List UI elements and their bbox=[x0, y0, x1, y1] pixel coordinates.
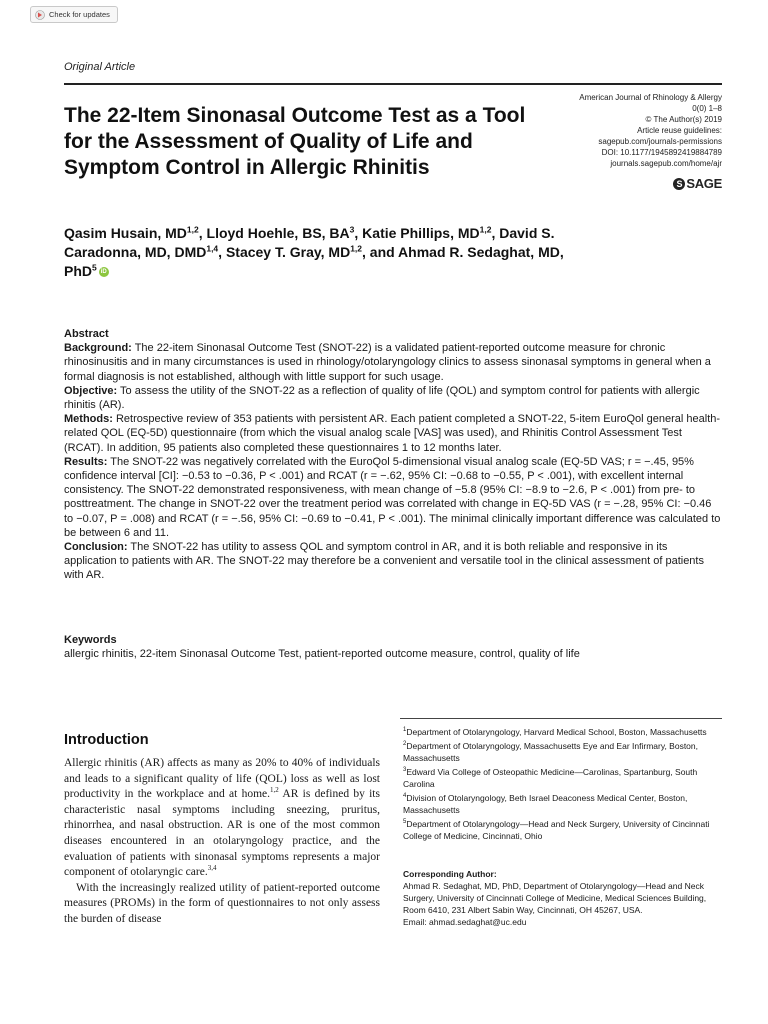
author-name: , Lloyd Hoehle, BS, BA bbox=[198, 225, 350, 241]
author-name: Qasim Husain, MD bbox=[64, 225, 187, 241]
citation[interactable]: 1,2 bbox=[270, 786, 279, 795]
affiliation-item bbox=[403, 766, 723, 790]
section-label: Methods: bbox=[64, 413, 113, 426]
affiliation-item bbox=[403, 726, 723, 738]
orcid-icon[interactable]: iD bbox=[100, 269, 107, 276]
section-label: Conclusion: bbox=[64, 541, 128, 554]
journal-home-link[interactable]: journals.sagepub.com/home/ajr bbox=[610, 159, 722, 168]
reuse-label: Article reuse guidelines: bbox=[637, 126, 722, 135]
doi[interactable]: DOI: 10.1177/1945892419884789 bbox=[601, 148, 722, 157]
affiliation-number: 3 bbox=[403, 767, 407, 774]
affiliation-marker: 1,2 bbox=[350, 243, 363, 254]
affiliation-number: 5 bbox=[403, 819, 407, 826]
corresponding-text: Ahmad R. Sedaghat, MD, PhD, Department of Otolaryngology—Head and Neck Surgery, University of Cincinnati College of Medicine, Medical Sciences Building, Room 6410, 231 Albert Sabin Way, Cincinnati, OH 45267, USA. bbox=[403, 881, 707, 915]
affiliation-text: Edward Via College of Osteopathic Medicine—Carolinas, Spartanburg, South Carolina bbox=[403, 767, 698, 789]
affiliation-marker: 1,2 bbox=[479, 224, 492, 235]
journal-name: American Journal of Rhinology & Allergy bbox=[579, 93, 722, 102]
keywords-heading: Keywords bbox=[64, 634, 117, 646]
affiliation-text: Department of Otolaryngology, Harvard Medical School, Boston, Massachusetts bbox=[406, 727, 707, 737]
affiliation-marker: 3 bbox=[349, 224, 355, 235]
keywords-text: allergic rhinitis, 22-item Sinonasal Outcome Test, patient-reported outcome measure, control, quality of life bbox=[64, 648, 580, 661]
intro-text: Allergic rhinitis (AR) affects as many as 20% to 40% of individuals and leads to a significant quality of life (QOL) loss as well as lost productivity in the workplace and at home. bbox=[64, 757, 380, 801]
affiliation-item bbox=[403, 818, 723, 842]
affiliations bbox=[403, 726, 723, 844]
check-for-updates-badge[interactable] bbox=[30, 6, 118, 23]
abstract-background bbox=[64, 341, 721, 384]
publisher-logo bbox=[673, 176, 722, 191]
corresponding-heading: Corresponding Author: bbox=[403, 869, 497, 879]
affiliation-text: Department of Otolaryngology, Massachusetts Eye and Ear Infirmary, Boston, Massachusetts bbox=[403, 741, 698, 763]
reuse-link[interactable]: sagepub.com/journals-permissions bbox=[598, 137, 722, 146]
introduction-body bbox=[64, 756, 380, 928]
affiliation-number: 4 bbox=[403, 793, 407, 800]
author-list bbox=[64, 224, 584, 281]
affiliation-text: Department of Otolaryngology—Head and Neck Surgery, University of Cincinnati College of Medicine, Cincinnati, Ohio bbox=[403, 819, 710, 841]
intro-text: AR is defined by its characteristic nasal symptoms including sneezing, pruritus, rhinorrhea, and nasal obstruction. AR is one of the most common diseases encountered in an otolaryngology practice, and the evaluation of patients with sinonasal symptoms represents a major component of otolaryngic care. bbox=[64, 788, 380, 879]
keywords bbox=[64, 633, 721, 661]
affiliation-marker: 1,4 bbox=[206, 243, 219, 254]
article-title: The 22-Item Sinonasal Outcome Test as a Tool for the Assessment of Quality of Life and Symptom Control in Allergic Rhinitis bbox=[64, 104, 526, 179]
section-text: Retrospective review of 353 patients with persistent AR. Each patient completed a SNOT-22, 5-item EuroQol general health-related QOL (EQ-5D) questionnaire (from which the visual analog scale [VAS] was used), and Rhinitis Control Assessment Test (RCAT). In addition, 95 patients also completed these questionnaires 1 to 12 months later. bbox=[64, 413, 721, 454]
affiliation-marker: 5 bbox=[92, 262, 97, 273]
section-text: To assess the utility of the SNOT-22 as a reflection of quality of life (QOL) and symptom control for patients with allergic rhinitis (AR). bbox=[64, 384, 700, 412]
journal-issue: 0(0) 1–8 bbox=[692, 104, 722, 113]
introduction-heading: Introduction bbox=[64, 732, 149, 748]
author-name: , Stacey T. Gray, MD bbox=[218, 244, 351, 260]
intro-paragraph: With the increasingly realized utility of patient-reported outcome measures (PROMs) in the form of questionnaires to not only assess the burden of disease bbox=[64, 881, 380, 925]
sage-icon: S bbox=[673, 178, 685, 190]
section-label: Objective: bbox=[64, 384, 118, 397]
affiliation-marker: 1,2 bbox=[186, 224, 199, 235]
intro-paragraph bbox=[64, 756, 380, 881]
header-rule bbox=[64, 83, 722, 85]
affiliation-item bbox=[403, 740, 723, 764]
abstract-results bbox=[64, 455, 721, 540]
abstract-methods bbox=[64, 412, 721, 455]
author-name: , Katie Phillips, MD bbox=[354, 225, 480, 241]
affiliation-text: Division of Otolaryngology, Beth Israel Deaconess Medical Center, Boston, Massachusetts bbox=[403, 793, 688, 815]
abstract bbox=[64, 327, 721, 583]
article-type: Original Article bbox=[64, 61, 136, 73]
footnote-rule bbox=[400, 718, 722, 719]
abstract-heading: Abstract bbox=[64, 328, 109, 340]
affiliation-number: 1 bbox=[403, 727, 407, 734]
affiliation-item bbox=[403, 792, 723, 816]
corresponding-author bbox=[403, 868, 723, 928]
section-text: The SNOT-22 has utility to assess QOL and symptom control in AR, and it is both reliable and responsive in its application to patients with AR. The SNOT-22 may therefore be a convenient and versatile tool in the clinical assessment of patients with AR. bbox=[64, 541, 704, 582]
section-text: The 22-item Sinonasal Outcome Test (SNOT-22) is a validated patient-reported outcome measure for chronic rhinosinusitis and in many circumstances is used in rhinology/otolaryngology clinics to assess sinonasal symptoms in general when a formal diagnosis is not established, although with little support for such usage. bbox=[64, 342, 711, 383]
corresponding-email[interactable]: Email: ahmad.sedaghat@uc.edu bbox=[403, 917, 527, 927]
section-label: Background: bbox=[64, 342, 132, 355]
update-icon bbox=[35, 10, 45, 20]
copyright: © The Author(s) 2019 bbox=[645, 115, 722, 124]
author-name: , David S. Caradonna, MD, DMD bbox=[64, 225, 555, 260]
section-text: The SNOT-22 was negatively correlated with the EuroQol 5-dimensional visual analog scale (EQ-5D VAS; r = −.45, 95% confidence interval [CI]: −0.53 to −0.36, P < .001) and RCAT (r = −.62, 95% CI: −0.68 to −0.55, P < .001), with excellent internal consistency. The SNOT-22 demonstrated responsiveness, with mean change of −5.8 (95% CI: −8.9 to −2.6, P < .001) from pre- to posttreatment. The change in SNOT-22 over the treatment period was correlated with change in EQ-5D VAS (r = −.28, 95% CI: −0.46 to −0.07, P = .008) and RCAT (r = −.56, 95% CI: −0.69 to −0.41, P < .001). The minimal clinically important difference was calculated to be between 6 and 11. bbox=[64, 455, 721, 539]
check-for-updates-label: Check for updates bbox=[49, 10, 110, 19]
abstract-conclusion bbox=[64, 540, 721, 583]
section-label: Results: bbox=[64, 455, 108, 468]
publisher-name: SAGE bbox=[686, 176, 722, 191]
journal-meta bbox=[502, 92, 722, 169]
abstract-objective bbox=[64, 384, 721, 412]
affiliation-number: 2 bbox=[403, 741, 407, 748]
author-name: , and Ahmad R. Sedaghat, MD, PhD bbox=[64, 244, 564, 279]
citation[interactable]: 3,4 bbox=[207, 864, 217, 873]
